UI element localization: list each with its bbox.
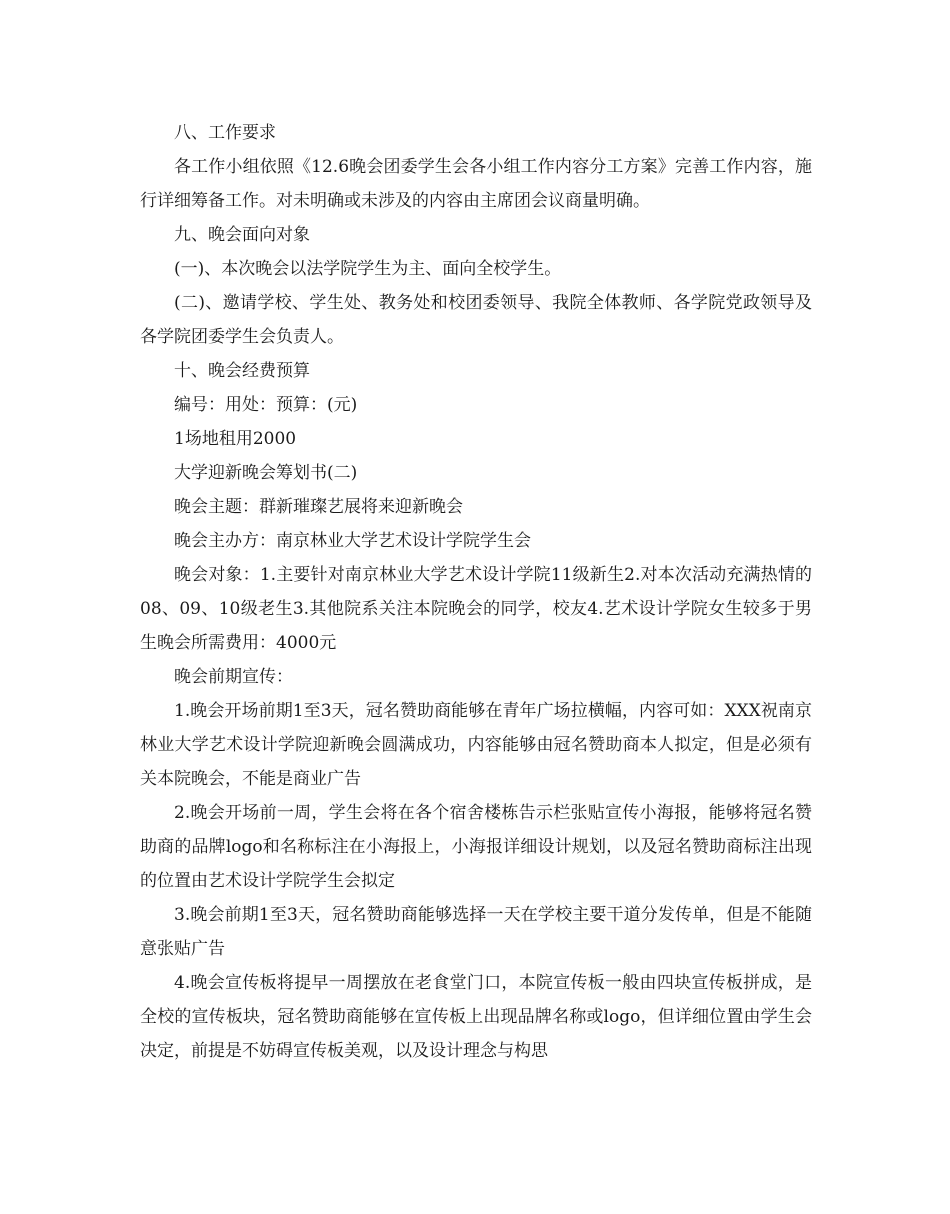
heading-work-requirements: 八、工作要求 bbox=[174, 123, 276, 143]
paragraph-organizer: 晚会主办方：南京林业大学艺术设计学院学生会 bbox=[174, 531, 531, 551]
publicity-item-3: 3.晚会前期1至3天，冠名赞助商能够选择一天在学校主要干道分发传单，但是不能随意张贴广告 bbox=[140, 905, 812, 959]
list-item-audience-2: (二)、邀请学校、学生处、教务处和校团委领导、我院全体教师、各学院党政领导及各学院团委学生会负责人。 bbox=[140, 293, 812, 347]
publicity-item-1: 1.晚会开场前期1至3天，冠名赞助商能够在青年广场拉横幅，内容可如：XXX祝南京林业大学艺术设计学院迎新晚会圆满成功，内容能够由冠名赞助商本人拟定，但是必须有关本院晚会，不能是商业广告 bbox=[140, 701, 812, 789]
section-title-plan-2: 大学迎新晚会筹划书(二) bbox=[174, 463, 358, 483]
document-body bbox=[140, 116, 812, 1068]
paragraph-theme: 晚会主题：群新璀璨艺展将来迎新晚会 bbox=[174, 497, 463, 517]
heading-publicity: 晚会前期宣传： bbox=[174, 667, 293, 687]
list-item-audience-1: (一)、本次晚会以法学院学生为主、面向全校学生。 bbox=[174, 259, 562, 279]
publicity-item-4: 4.晚会宣传板将提早一周摆放在老食堂门口，本院宣传板一般由四块宣传板拼成，是全校的宣传板块，冠名赞助商能够在宣传板上出现品牌名称或logo，但详细位置由学生会决定，前提是不妨碍宣传板美观，以及设计理念与构思 bbox=[140, 973, 812, 1061]
paragraph-target: 晚会对象：1.主要针对南京林业大学艺术设计学院11级新生2.对本次活动充满热情的08、09、10级老生3.其他院系关注本院晚会的同学，校友4.艺术设计学院女生较多于男生晚会所需费用：4000元 bbox=[140, 565, 812, 653]
budget-row: 1场地租用2000 bbox=[174, 429, 297, 449]
heading-budget: 十、晚会经费预算 bbox=[174, 361, 310, 381]
heading-audience: 九、晚会面向对象 bbox=[174, 225, 310, 245]
publicity-item-2: 2.晚会开场前一周，学生会将在各个宿舍楼栋告示栏张贴宣传小海报，能够将冠名赞助商的品牌logo和名称标注在小海报上，小海报详细设计规划，以及冠名赞助商标注出现的位置由艺术设计学院学生会拟定 bbox=[140, 803, 812, 891]
budget-header: 编号：用处：预算：(元) bbox=[174, 395, 358, 415]
paragraph-work-groups: 各工作小组依照《12.6晚会团委学生会各小组工作内容分工方案》完善工作内容，施行详细筹备工作。对未明确或未涉及的内容由主席团会议商量明确。 bbox=[140, 157, 812, 211]
